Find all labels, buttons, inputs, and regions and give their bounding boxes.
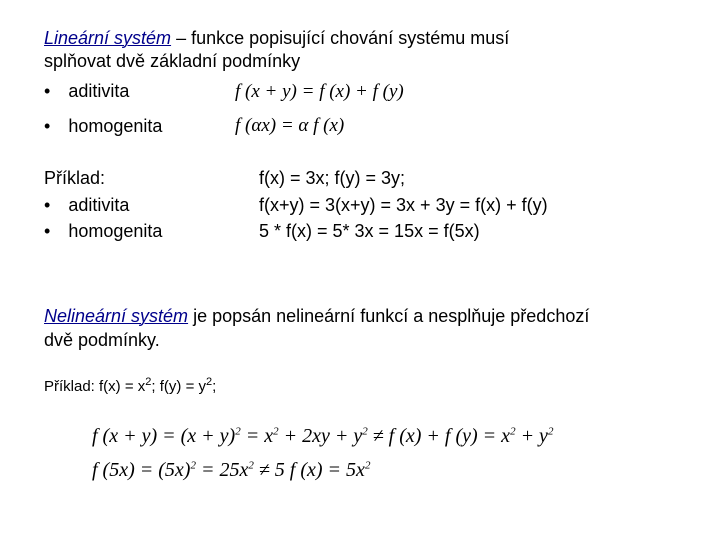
example1-bullet-homogeneity: [44, 220, 162, 242]
exponent: 2: [206, 376, 213, 388]
nonlinear-additivity-equation: [92, 424, 553, 448]
eq2-part-a: f (5x) = (5x): [92, 459, 191, 481]
example1-line3: 5 * f(x) = 5* 3x = 15x = f(5x): [259, 221, 480, 241]
exponent: 2: [235, 425, 241, 438]
linear-system-term: Lineární systém: [44, 28, 172, 48]
example1-bullet1-label: aditivita: [68, 195, 130, 215]
linear-desc-line1: – funkce popisující chování systému musí: [171, 28, 510, 48]
nonlinear-desc-line2: dvě podmínky.: [44, 330, 160, 350]
exponent: 2: [248, 459, 254, 472]
bullet-additivity: [44, 80, 129, 102]
exponent: 2: [190, 459, 196, 472]
linear-definition-line1: [44, 27, 509, 49]
eq1-part-a: f (x + y) = (x + y): [92, 425, 236, 447]
exponent: 2: [362, 425, 368, 438]
example1-line2: f(x+y) = 3(x+y) = 3x + 3y = f(x) + f(y): [259, 195, 548, 215]
linear-desc-line2: splňovat dvě základní podmínky: [44, 51, 301, 71]
nonlinear-homogeneity-equation: [92, 458, 370, 482]
eq1-part-c: + 2xy + y: [278, 425, 363, 447]
bullet-icon: •: [44, 195, 51, 215]
example1-bullet-additivity: [44, 194, 129, 216]
example2-label-part1: Příklad: f(x) = x: [44, 378, 146, 395]
bullet-additivity-label: aditivita: [68, 81, 130, 101]
example1-bullet2-label: homogenita: [68, 221, 163, 241]
nonlinear-definition-line1: [44, 305, 589, 327]
exponent: 2: [364, 459, 371, 472]
example1-label: Příklad:: [44, 168, 106, 188]
exponent: 2: [547, 425, 554, 438]
example2-label-part3: ;: [212, 378, 217, 395]
bullet-homogeneity-label: homogenita: [68, 116, 163, 136]
bullet-icon: •: [44, 81, 51, 101]
eq1-part-b: = x: [240, 425, 274, 447]
eq1-part-d: ≠ f (x) + f (y) = x: [367, 425, 511, 447]
eq1-part-e: + y: [515, 425, 548, 447]
exponent: 2: [510, 425, 516, 438]
eq2-part-c: ≠ 5 f (x) = 5x: [253, 459, 365, 481]
formula-homogeneity: f (αx) = α f (x): [235, 115, 345, 136]
nonlinear-system-term: Nelineární systém: [44, 306, 189, 326]
example2-label: [44, 377, 216, 397]
bullet-icon: •: [44, 221, 51, 241]
nonlinear-desc-line1: je popsán nelineární funkcí a nesplňuje předchozí: [188, 306, 590, 326]
exponent: 2: [145, 376, 152, 388]
bullet-homogeneity: [44, 115, 162, 137]
eq2-part-b: = 25x: [195, 459, 249, 481]
example1-line1: f(x) = 3x; f(y) = 3y;: [259, 168, 406, 188]
exponent: 2: [273, 425, 279, 438]
bullet-icon: •: [44, 116, 51, 136]
formula-additivity: f (x + y) = f (x) + f (y): [235, 81, 404, 102]
example2-label-part2: ; f(y) = y: [151, 378, 206, 395]
